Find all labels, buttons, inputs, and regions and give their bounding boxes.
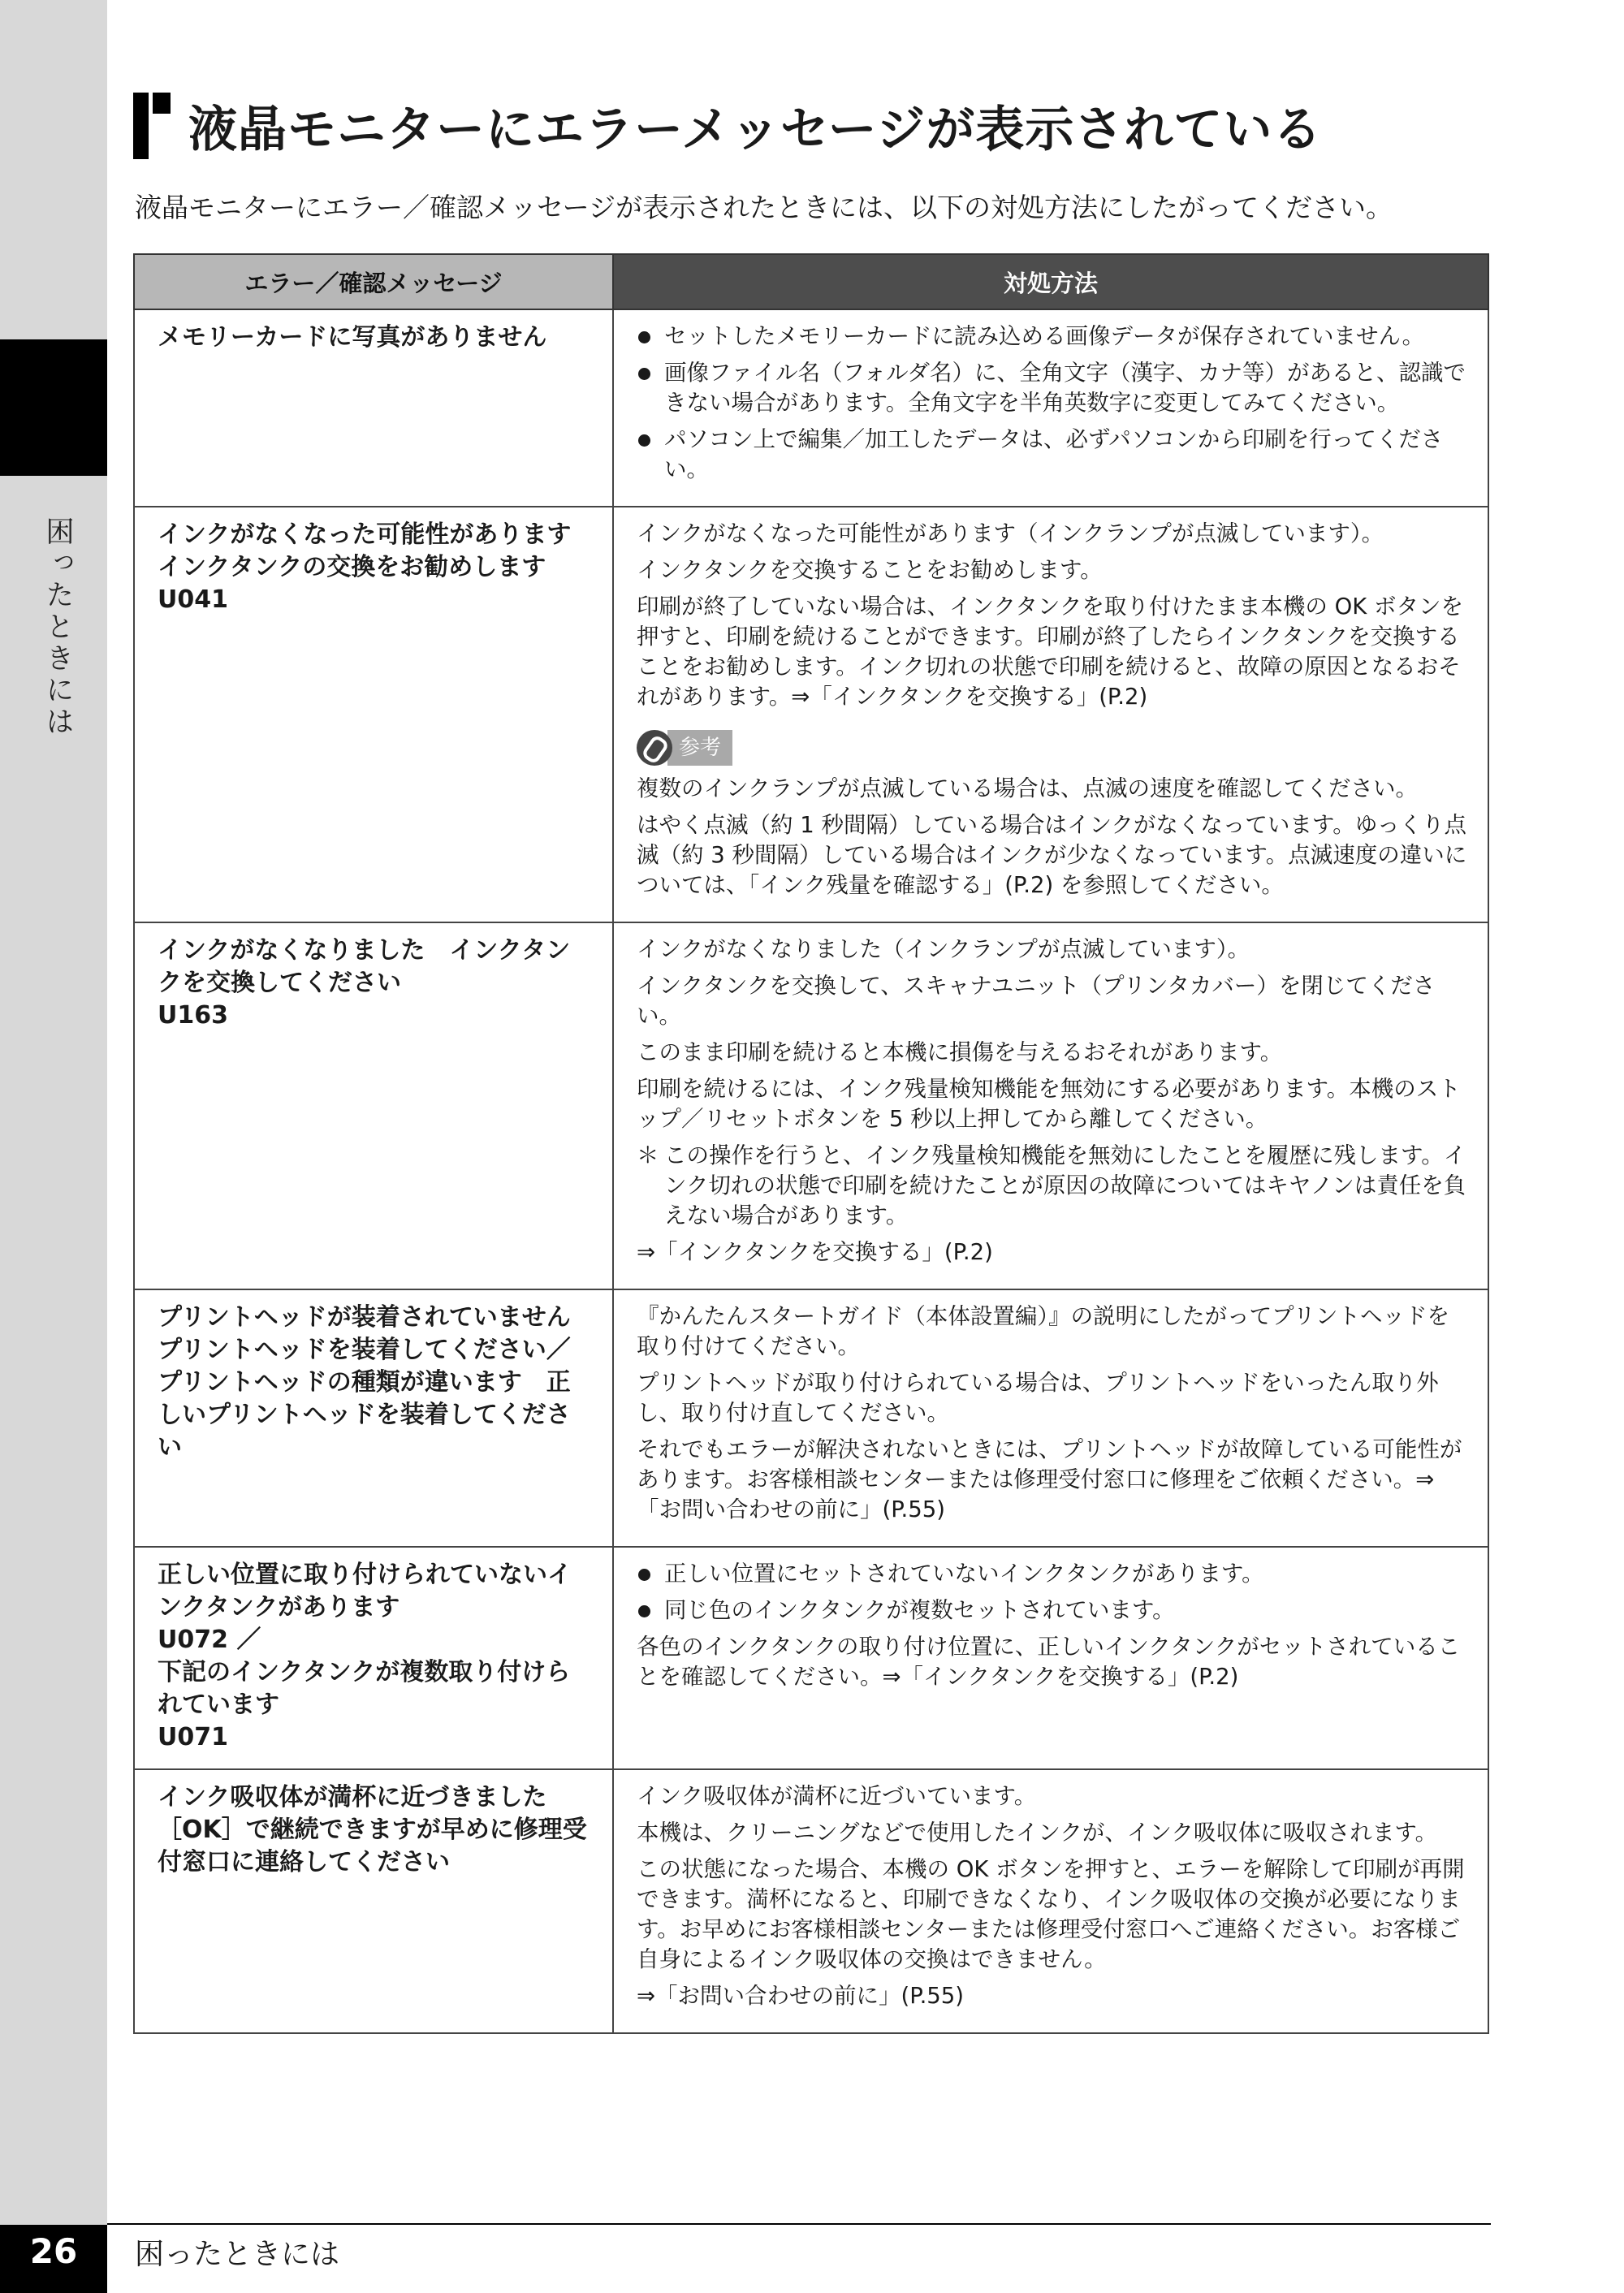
message-line: 付窓口に連絡してください: [158, 1848, 450, 1876]
action-paragraph: インクタンクを交換して、スキャナユニット（プリンタカバー）を閉じてください。: [637, 973, 1436, 1029]
table-row: [134, 1769, 1488, 2033]
note-text: この操作を行うと、インク残量検知機能を無効にしたことを履歴に残します。インク切れの状態で印刷を続けたことが原因の故障についてはキヤノンは責任を負えない場合があります。: [664, 1142, 1466, 1229]
action-paragraph: 本機は、クリーニングなどで使用したインクが、インク吸収体に吸収されます。: [637, 1820, 1438, 1846]
message-line: 下記のインクタンクが複数取り付けら: [158, 1658, 571, 1686]
action-cell: [613, 1547, 1488, 1769]
action-paragraph: 各色のインクタンクの取り付け位置に、正しいインクタンクがセットされていることを確認してください。⇒「インクタンクを交換する」(P.2): [637, 1634, 1461, 1690]
action-cell: [613, 1289, 1488, 1547]
error-message-table: [133, 253, 1489, 2034]
message-line: れています: [158, 1691, 279, 1719]
message-line: しいプリントヘッドを装着してくださ: [158, 1401, 571, 1429]
message-line: プリントヘッドの種類が違います 正: [158, 1368, 571, 1397]
message-line: プリントヘッドを装着してください／: [158, 1336, 571, 1364]
page-number: 26: [29, 2231, 78, 2271]
error-message-cell: [134, 1289, 613, 1547]
action-paragraph: ⇒「お問い合わせの前に」(P.55): [637, 1983, 965, 2009]
error-message-cell: [134, 309, 613, 507]
error-message-cell: [134, 1769, 613, 2033]
message-line: インクがなくなった可能性があります: [158, 520, 572, 549]
message-line: 正しい位置に取り付けられていないイ: [158, 1561, 572, 1589]
table-row: [134, 507, 1488, 922]
action-cell: [613, 507, 1488, 922]
table-header-row: [134, 254, 1488, 309]
message-line: クを交換してください: [158, 969, 401, 997]
sidebar-section-label: 困ったときには: [41, 516, 74, 738]
error-code: U041: [158, 585, 228, 614]
error-message-cell: [134, 922, 613, 1289]
page-header: [133, 89, 1322, 162]
footer-divider: [107, 2223, 1491, 2225]
column-header-action: 対処方法: [613, 254, 1488, 309]
message-line: メモリーカードに写真がありません: [158, 323, 547, 352]
reference-label: 参考: [667, 730, 732, 766]
action-paragraph: インクがなくなりました（インクランプが点滅しています）。: [637, 936, 1250, 962]
message-line: インクがなくなりました インクタン: [158, 936, 571, 965]
footer-section-label: 困ったときには: [135, 2238, 340, 2271]
action-paragraph: この状態になった場合、本機の OK ボタンを押すと、エラーを解除して印刷が再開できます。満杯になると、印刷できなくなり、インク吸収体の交換が必要になります。お早めにお客様相談センターまたは修理受付窓口へご連絡ください。お客様ご自身によるインク吸収体の交換はできません。: [637, 1856, 1465, 1972]
message-line: ［OK］で継続できますが早めに修理受: [158, 1816, 587, 1844]
error-code: U163: [158, 1001, 228, 1030]
action-paragraph: 複数のインクランプが点滅している場合は、点滅の速度を確認してください。: [637, 775, 1418, 801]
intro-text: 液晶モニターにエラー／確認メッセージが表示されたときには、以下の対処方法にしたがってください。: [135, 192, 1393, 223]
message-line: ンクタンクがあります: [158, 1593, 400, 1622]
bullet-item: 画像ファイル名（フォルダ名）に、全角文字（漢字、カナ等）があると、認識できない場合があります。全角文字を半角英数字に変更してみてください。: [637, 358, 1471, 418]
table-row: [134, 1547, 1488, 1769]
action-paragraph: 『かんたんスタートガイド（本体設置編）』の説明にしたがってプリントヘッドを取り付けてください。: [637, 1303, 1449, 1359]
message-line: インクタンクの交換をお勧めします: [158, 553, 546, 581]
message-line: い: [158, 1433, 182, 1462]
action-paragraph: 印刷が終了していない場合は、インクタンクを取り付けたまま本機の OK ボタンを押すと、印刷を続けることができます。印刷が終了したらインクタンクを交換することをお勧めします。インク切れの状態で印刷を続けると、故障の原因となるおそれがあります。⇒「インクタンクを交換する」(P.2): [637, 594, 1464, 710]
note-item: [637, 1141, 1471, 1231]
message-line: インク吸収体が満杯に近づきました: [158, 1783, 547, 1812]
action-paragraph: インク吸収体が満杯に近づいています。: [637, 1783, 1037, 1809]
heading-marker-icon: [133, 93, 172, 159]
error-message-cell: [134, 507, 613, 922]
sidebar-section-tab: [0, 339, 107, 476]
error-code: U071: [158, 1723, 228, 1751]
action-paragraph: インクタンクを交換することをお勧めします。: [637, 557, 1103, 583]
bullet-item: 同じ色のインクタンクが複数セットされています。: [637, 1596, 1471, 1626]
action-paragraph: それでもエラーが解決されないときには、プリントヘッドが故障している可能性があります。お客様相談センターまたは修理受付窓口に修理をご依頼ください。⇒「お問い合わせの前に」(P.55): [637, 1436, 1462, 1522]
note-mark: ＊: [637, 1142, 659, 1168]
message-line: プリントヘッドが装着されていません: [158, 1303, 571, 1332]
action-paragraph: このまま印刷を続けると本機に損傷を与えるおそれがあります。: [637, 1039, 1283, 1065]
table-row: [134, 309, 1488, 507]
action-cell: [613, 309, 1488, 507]
table-row: [134, 1289, 1488, 1547]
reference-badge: [637, 730, 732, 766]
column-header-message: エラー／確認メッセージ: [134, 254, 613, 309]
table-row: [134, 922, 1488, 1289]
error-code: U072 ／: [158, 1626, 261, 1654]
page-title: 液晶モニターにエラーメッセージが表示されている: [188, 101, 1323, 158]
action-paragraph: インクがなくなった可能性があります（インクランプが点滅しています）。: [637, 520, 1384, 546]
action-cell: [613, 1769, 1488, 2033]
error-message-cell: [134, 1547, 613, 1769]
action-paragraph: 印刷を続けるには、インク残量検知機能を無効にする必要があります。本機のストップ／リセットボタンを 5 秒以上押してから離してください。: [637, 1076, 1461, 1132]
action-cell: [613, 922, 1488, 1289]
action-paragraph: ⇒「インクタンクを交換する」(P.2): [637, 1239, 993, 1265]
bullet-item: セットしたメモリーカードに読み込める画像データが保存されていません。: [637, 322, 1471, 352]
bullet-item: 正しい位置にセットされていないインクタンクがあります。: [637, 1559, 1471, 1589]
bullet-item: パソコン上で編集／加工したデータは、必ずパソコンから印刷を行ってください。: [637, 425, 1471, 485]
action-paragraph: プリントヘッドが取り付けられている場合は、プリントヘッドをいったん取り外し、取り付け直してください。: [637, 1370, 1439, 1426]
paperclip-icon: [637, 730, 672, 766]
action-paragraph: はやく点滅（約 1 秒間隔）している場合はインクがなくなっています。ゆっくり点滅（約 3 秒間隔）している場合はインクが少なくなっています。点滅速度の違いについては、「インク残量を確認する」(P.2) を参照してください。: [637, 812, 1467, 898]
